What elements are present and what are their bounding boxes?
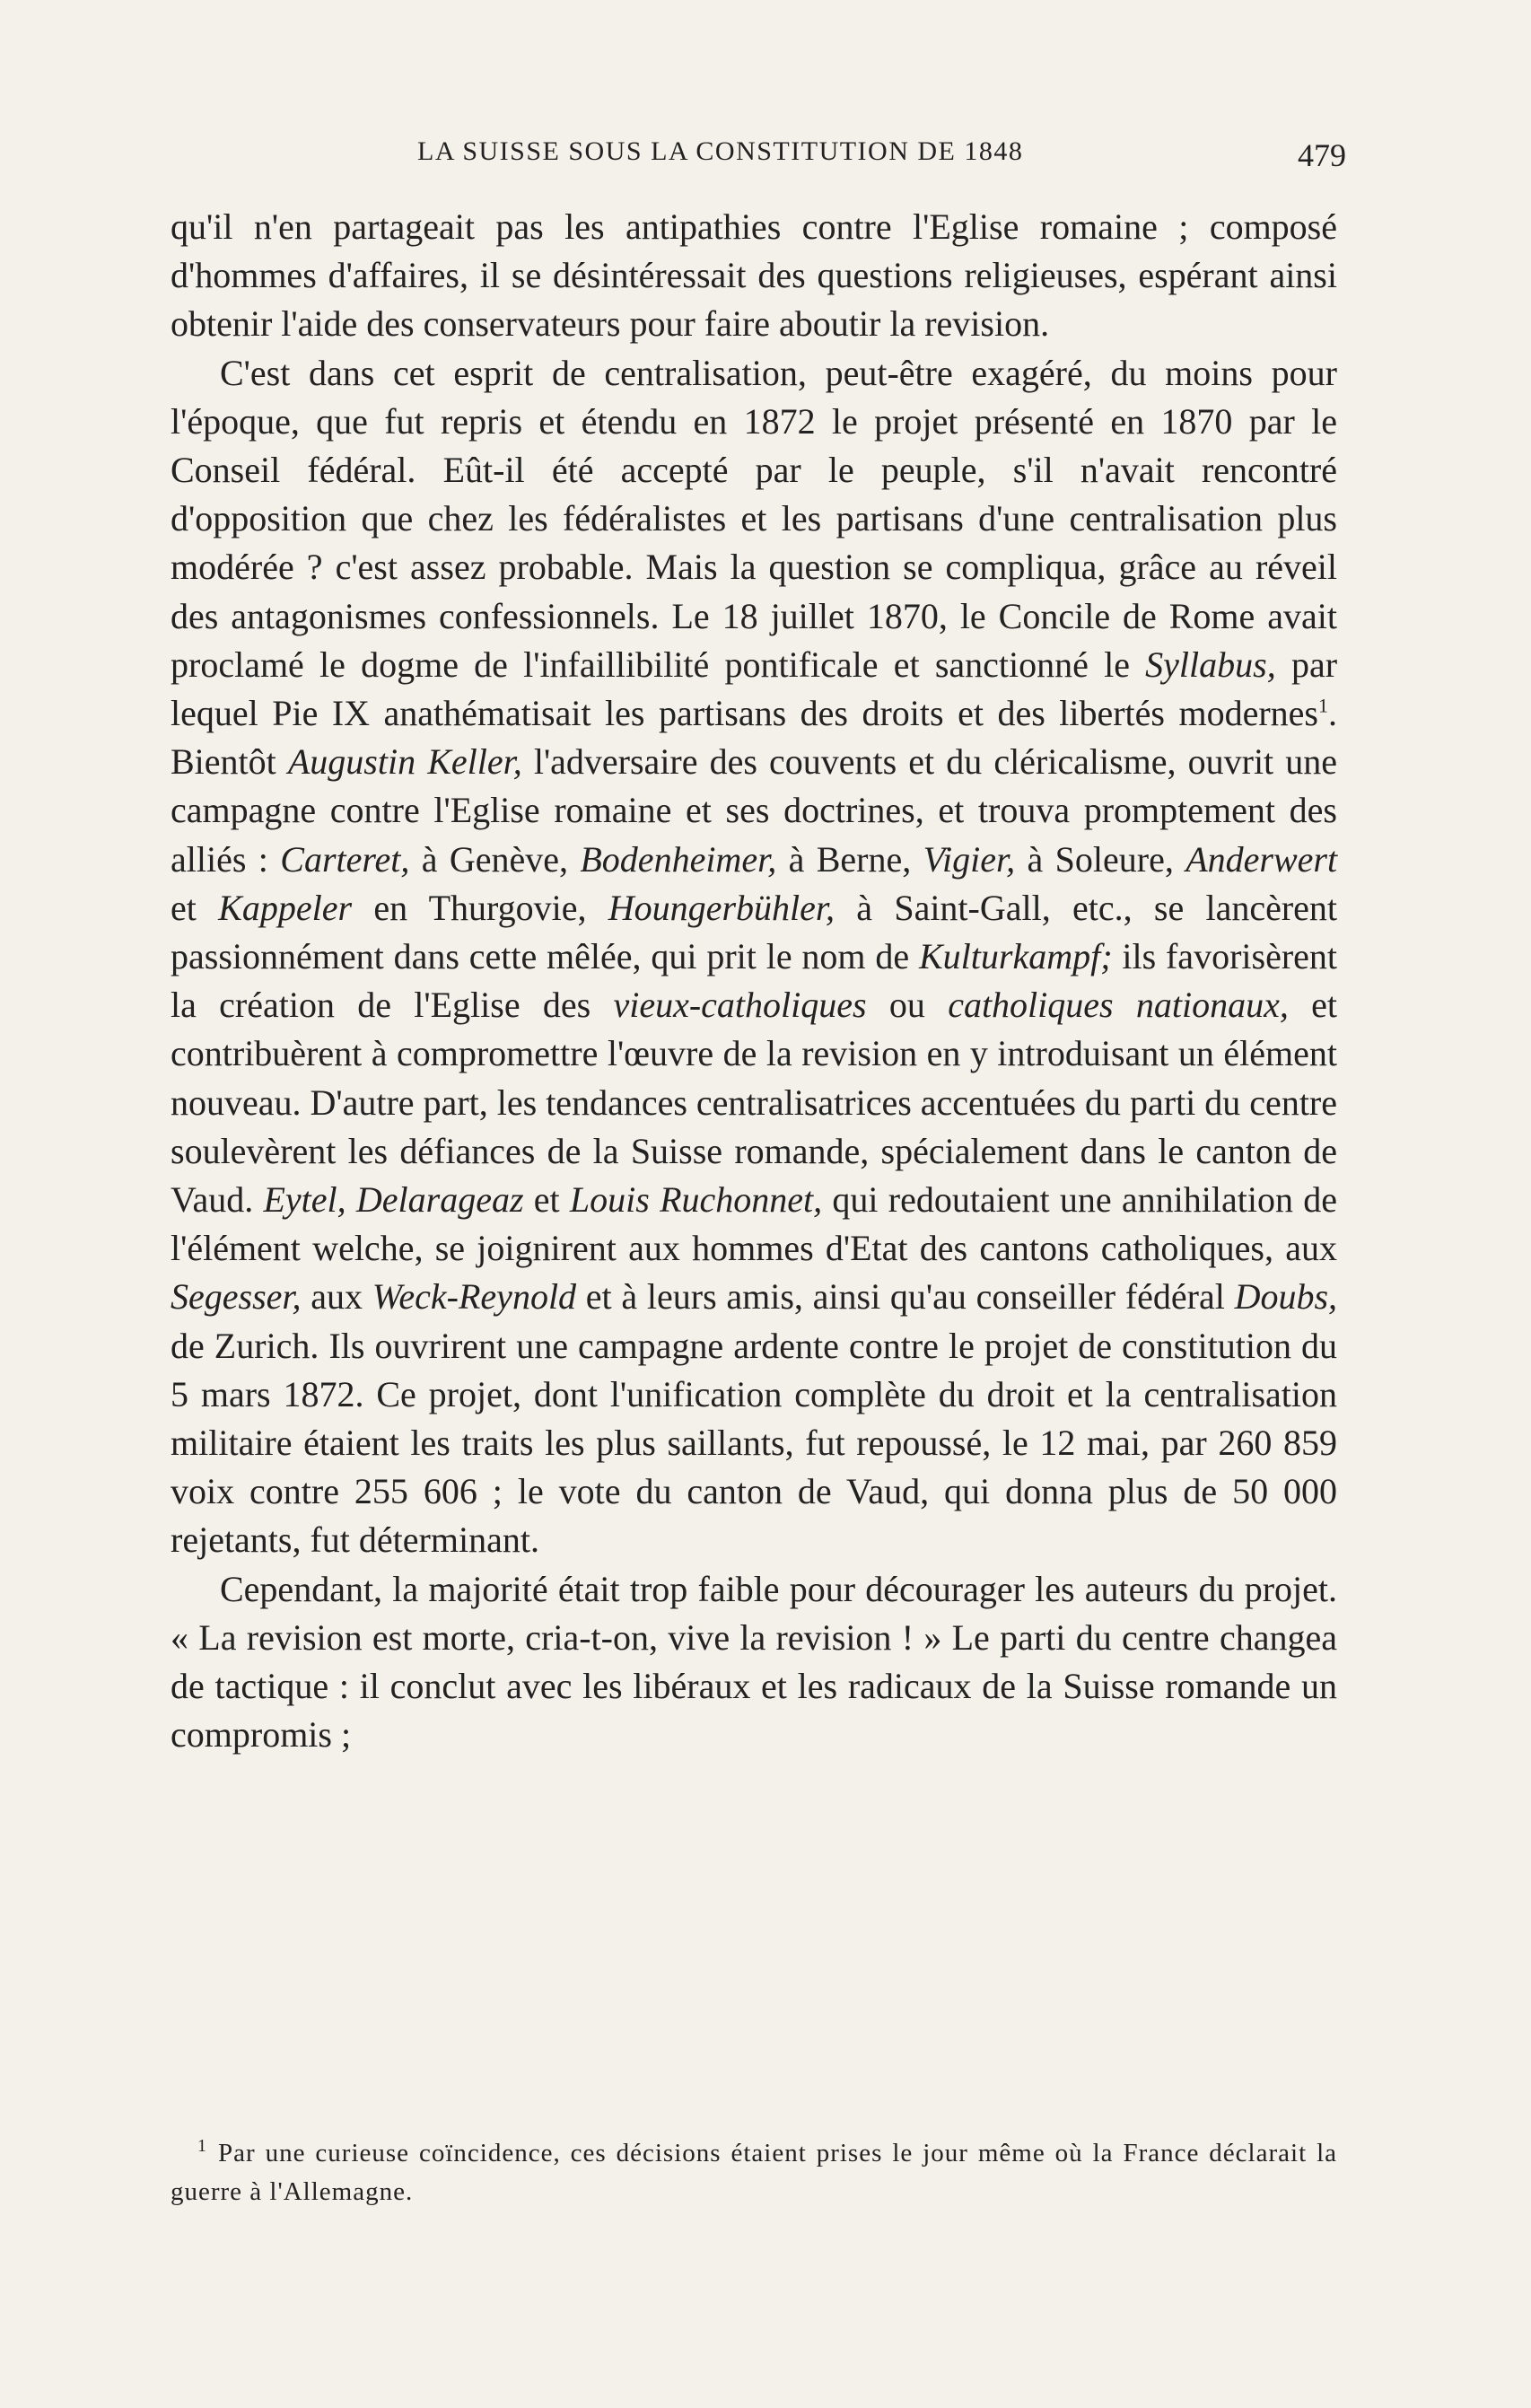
- text-run: à Genève,: [421, 838, 568, 880]
- text-run: l'adversaire des couvents et du cléricalisme, ouvrit une campagne contre l'Eglise romaine et ses doctrines, et trouva promptement des alliés :: [171, 741, 1338, 880]
- text-run: à Berne,: [788, 838, 912, 880]
- name-syllabus: Syllabus,: [1145, 644, 1276, 685]
- footnote-mark: 1: [197, 2136, 207, 2157]
- text-run: à Soleure,: [1027, 838, 1174, 880]
- text-run: et: [171, 887, 197, 928]
- name-segesser: Segesser,: [171, 1276, 302, 1318]
- name-carteret: Carteret,: [280, 838, 410, 880]
- text-run: et: [533, 1179, 560, 1221]
- text-run: aux: [311, 1276, 363, 1318]
- text-run: qui redoutaient une annihilation de l'élément welche, se joignirent aux hommes d'Etat des cantons catholiques, aux: [171, 1179, 1338, 1269]
- text-run: C'est dans cet esprit de centralisation, peut-être exagéré, du moins pour l'époque, que fut repris et étendu en 1872 le projet présenté en 1870 par le Conseil fédéral. Eût-il été accepté par le peuple, s'il n'avait rencontré d'opposition que chez les fédéralistes et les partisans d'une centralisation plus modérée ? c'est assez probable. Mais la question se compliqua, grâce au réveil des antagonismes confessionnels. Le 18 juillet 1870, le Concile de Rome avait proclamé le dogme de l'infaillibilité pontificale et sanctionné le: [171, 352, 1337, 685]
- footnote: [171, 2134, 1337, 2211]
- text-run: ou: [888, 985, 925, 1026]
- term-vieux-catholiques: vieux-catholiques: [613, 985, 867, 1026]
- body-text: [171, 203, 1337, 1760]
- footnote-text: Par une curieuse coïncidence, ces décisions étaient prises le jour même où la France déclarait la guerre à l'Allemagne.: [171, 2139, 1337, 2206]
- paragraph-3: Cependant, la majorité était trop faible pour décourager les auteurs du projet. « La revision est morte, cria-t-on, vive la revision ! » Le parti du centre changea de tactique : il conclut avec les libéraux et les radicaux de la Suisse romande un compromis ;: [171, 1568, 1337, 1756]
- name-bodenheimer: Bodenheimer,: [580, 838, 777, 880]
- name-ruchonnet: Louis Ruchonnet,: [569, 1179, 823, 1221]
- text-run: . Bientôt: [171, 693, 1337, 783]
- paragraph-1: qu'il n'en partageait pas les antipathies contre l'Eglise romaine ; composé d'hommes d'affaires, il se désintéressait des questions religieuses, espérant ainsi obtenir l'aide des conservateurs pour faire aboutir la revision.: [171, 206, 1337, 345]
- paragraph-2: [171, 349, 1337, 1565]
- text-run: et contribuèrent à compromettre l'œuvre de la revision en y introduisant un élément nouveau. D'autre part, les tendances centralisatrices accentuées du parti du centre soulevèrent les défiances de la Suisse romande, spécialement dans le canton de Vaud.: [171, 985, 1338, 1221]
- footnote-reference: 1: [1318, 694, 1328, 717]
- running-title: LA SUISSE SOUS LA CONSTITUTION DE 1848: [417, 136, 1024, 166]
- text-run: de Zurich. Ils ouvrirent une campagne ardente contre le projet de constitution du 5 mars 1872. Ce projet, dont l'unification complète du droit et la centralisation militaire étaient les traits les plus saillants, fut repoussé, le 12 mai, par 260 859 voix contre 255 606 ; le vote du canton de Vaud, qui donna plus de 50 000 rejetants, fut déterminant.: [171, 1325, 1337, 1561]
- text-run: et à leurs amis, ainsi qu'au conseiller fédéral: [585, 1276, 1225, 1318]
- text-run: en Thurgovie,: [373, 887, 587, 928]
- term-kulturkampf: Kulturkampf;: [918, 936, 1113, 977]
- name-kappeler: Kappeler: [218, 887, 353, 928]
- page-number: 479: [1298, 137, 1346, 173]
- name-weck-reynold: Weck-Reynold: [372, 1276, 577, 1318]
- text-run: ils favorisèrent la création de l'Eglise des: [171, 936, 1338, 1026]
- running-header: [171, 136, 1346, 181]
- name-doubs: Doubs,: [1234, 1276, 1338, 1318]
- term-catholiques-nationaux: catholiques nationaux,: [948, 985, 1289, 1026]
- name-eytel-delarageaz: Eytel, Delarageaz: [263, 1179, 524, 1221]
- footnote-paragraph: [171, 2134, 1337, 2211]
- text-run: à Saint-Gall, etc., se lancèrent passionnément dans cette mêlée, qui prit le nom de: [171, 887, 1338, 977]
- name-houngerbuhler: Houngerbühler,: [608, 887, 835, 928]
- name-keller: Augustin Keller,: [287, 741, 522, 783]
- text-run: par lequel Pie IX anathématisait les partisans des droits et des libertés modernes: [171, 644, 1338, 734]
- name-vigier: Vigier,: [923, 838, 1016, 880]
- name-anderwert: Anderwert: [1185, 838, 1338, 880]
